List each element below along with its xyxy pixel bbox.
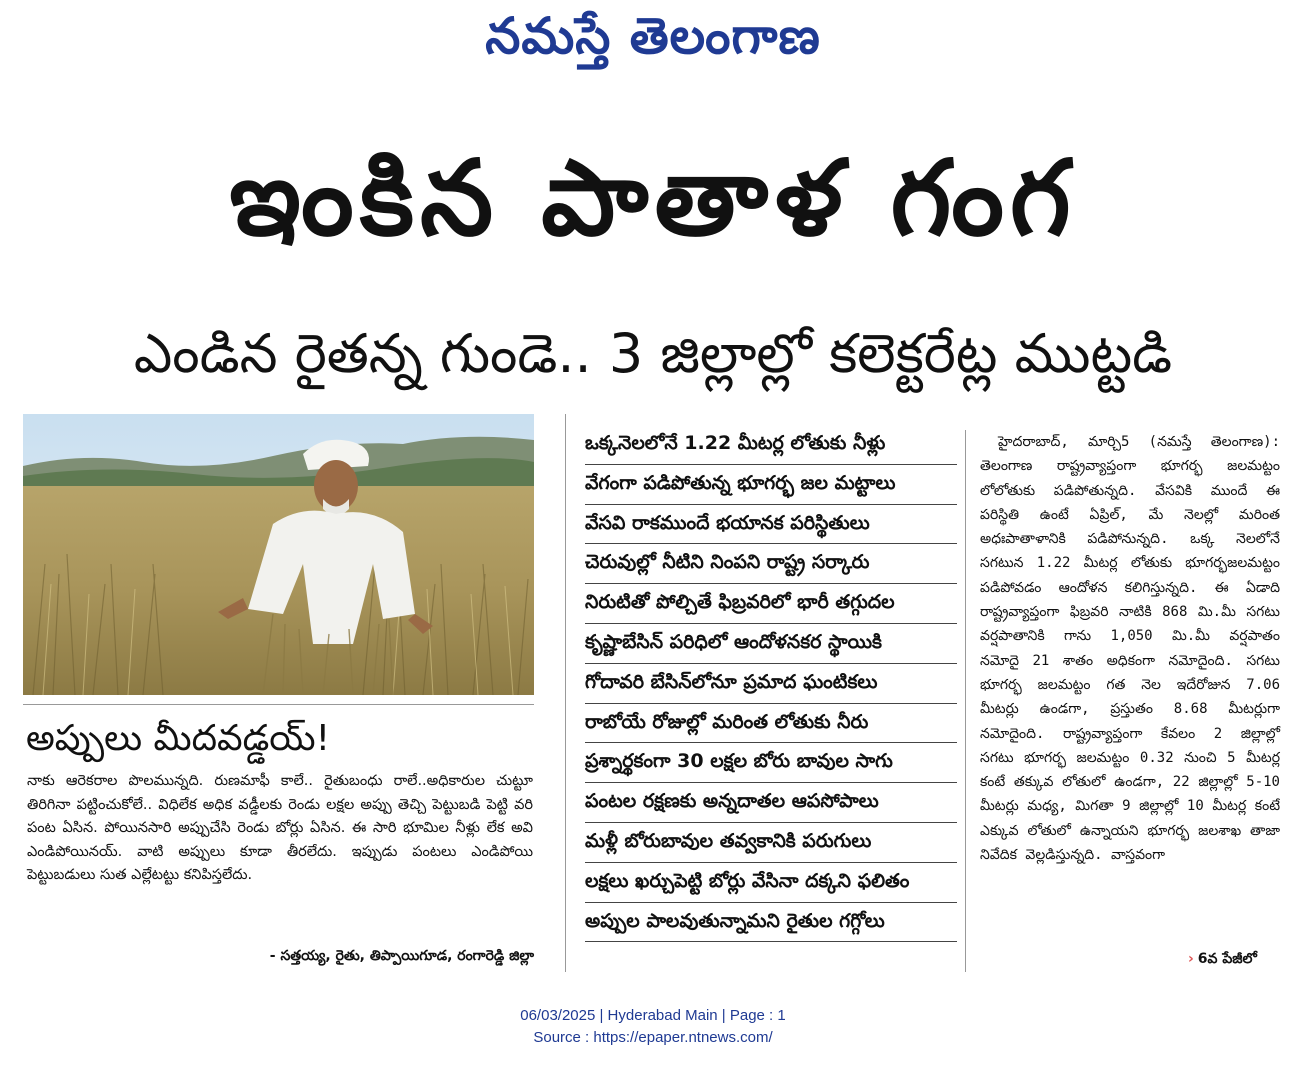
- highlight-item: రాబోయే రోజుల్లో మరింత లోతుకు నీరు: [585, 704, 957, 744]
- continued-on-page-link[interactable]: [1188, 951, 1257, 970]
- column-divider: [965, 430, 966, 972]
- sidebar-byline: - సత్తయ్య, రైతు, తిప్పాయిగూడ, రంగారెడ్డి జిల్లా: [269, 948, 534, 964]
- highlight-item: మళ్లీ బోరుబావుల తవ్వకానికి పరుగులు: [585, 823, 957, 863]
- sidebar-quote-text: [27, 770, 533, 888]
- highlight-item: లక్షలు ఖర్చుపెట్టి బోర్లు వేసినా దక్కని ఫలితం: [585, 863, 957, 903]
- newspaper-masthead: నమస్తే తెలంగాణ: [485, 6, 821, 65]
- sidebar-top-rule: [23, 704, 534, 705]
- chevron-right-icon: ›: [1188, 951, 1194, 967]
- highlight-item: ప్రశ్నార్థకంగా 30 లక్షల బోరు బావుల సాగు: [585, 743, 957, 783]
- highlight-item: చెరువుల్లో నీటిని నింపని రాష్ట్ర సర్కారు: [585, 544, 957, 584]
- highlight-item: వేసవి రాకముందే భయానక పరిస్థితులు: [585, 505, 957, 545]
- highlight-item: పంటల రక్షణకు అన్నదాతల ఆపసోపాలు: [585, 783, 957, 823]
- highlight-item: ఒక్కనెలలోనే 1.22 మీటర్ల లోతుకు నీళ్లు: [585, 425, 957, 465]
- continued-label: 6వ పేజీలో: [1197, 951, 1257, 967]
- sidebar-title: అప్పులు మీదవడ్డయ్!: [26, 718, 331, 759]
- main-headline: ఇంకిన పాతాళ గంగ: [229, 137, 1077, 259]
- highlight-item: అప్పుల పాలవుతున్నామని రైతుల గగ్గోలు: [585, 903, 957, 943]
- sidebar-paragraph: నాకు ఆరెకరాల పొలమున్నది. రుణమాఫీ కాలే.. రైతుబంధు రాలే..అధికారుల చుట్టూ తిరిగినా పట్టించుకోలే.. విధిలేక అధిక వడ్డీలకు రెండు లక్షల అప్పు తెచ్చి పెట్టుబడి పెట్టి వరి పంట ఏసిన. పోయినసారి అప్పుచేసి రెండు బోర్లు ఏసిన. ఈ సారి భూమిల నీళ్లు లేక అవి ఎండిపోయినయ్. వాటి అప్పులు కూడా తీరలేదు. ఇప్పుడు పంటలు ఎండిపోయి పెట్టుబడులు సుత ఎల్లేటట్టు కనిపిస్తలేదు.: [27, 773, 533, 884]
- column-divider: [565, 414, 566, 972]
- article-body: [980, 430, 1280, 867]
- highlight-item: వేగంగా పడిపోతున్న భూగర్భ జల మట్టాలు: [585, 465, 957, 505]
- highlight-item: గోదావరి బేసిన్‌లోనూ ప్రమాద ఘంటికలు: [585, 664, 957, 704]
- highlight-item: నిరుటితో పోల్చితే ఫిబ్రవరిలో భారీ తగ్గుదల: [585, 584, 957, 624]
- highlights-list: [585, 425, 957, 942]
- article-paragraph: హైదరాబాద్, మార్చి5 (నమస్తే తెలంగాణ): తెలంగాణ రాష్ట్రవ్యాప్తంగా భూగర్భ జలమట్టం లోలోతుకు పడిపోతున్నది. వేసవికి ముందే ఈ పరిస్థితి ఉంటే ఏప్రిల్, మే నెలల్లో మరింత అధఃపాతాళానికి పడిపోనున్నది. ఒక్క నెలలోనే సగటున 1.22 మీటర్ల లోతుకు భూగర్భజలమట్టం పడిపోవడం ఆందోళన కలిగిస్తున్నది. ఈ ఏడాది రాష్ట్రవ్యాప్తంగా ఫిబ్రవరి నాటికి 868 మి.మీ సగటు వర్షపాతానికి గాను 1,050 మి.మీ వర్షపాతం నమోదై 21 శాతం అధికంగా నమోదైంది. సగటు భూగర్భ జలమట్టం గత నెల ఇదేరోజున 7.06 మీటర్లు ఉండగా, ప్రస్తుతం 8.68 మీటర్లుగా నమోదైంది. రాష్ట్రవ్యాప్తంగా కేవలం 2 జిల్లాల్లో సగటు భూగర్భ జలమట్టం 0.32 నుంచి 5 మీటర్ల కంటే తక్కువ లోతులో ఉండగా, 22 జిల్లాల్లో 5-10 మీటర్లు మధ్య, మిగతా 9 జిల్లాల్లో 10 మీటర్ల కంటే ఎక్కువ లోతులో ఉన్నాయని భూగర్భ జలశాఖ తాజా నివేదిక వెల్లడిస్తున్నది. వాస్తవంగా: [980, 434, 1280, 864]
- source-link[interactable]: Source : https://epaper.ntnews.com/: [533, 1029, 773, 1046]
- page-footer: [0, 1005, 1306, 1049]
- highlight-item: కృష్ణాబేసిన్ పరిధిలో ఆందోళనకర స్థాయికి: [585, 624, 957, 664]
- edition-info: 06/03/2025 | Hyderabad Main | Page : 1: [520, 1007, 786, 1024]
- sub-headline: ఎండిన రైతన్న గుండె.. 3 జిల్లాల్లో కలెక్టరేట్ల ముట్టడి: [133, 322, 1173, 385]
- farmer-in-dry-field-photo: [23, 414, 534, 695]
